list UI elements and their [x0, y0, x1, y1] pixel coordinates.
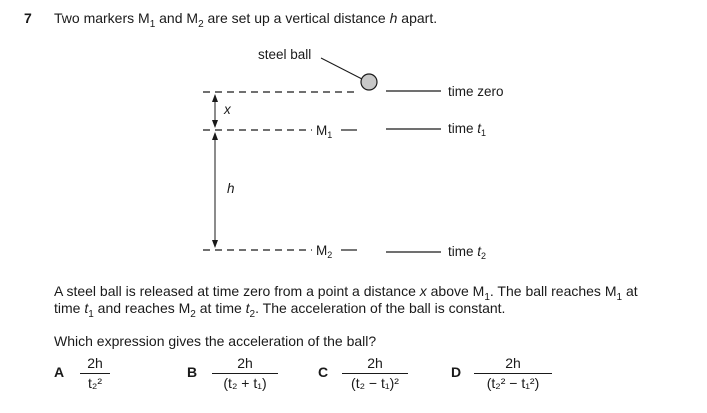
option-d-numerator: 2h	[505, 355, 521, 371]
option-c-denominator: (t₂ − t₁)²	[342, 373, 408, 391]
x-label: x	[224, 102, 231, 117]
option-c-numerator: 2h	[367, 355, 383, 371]
option-b-numerator: 2h	[237, 355, 253, 371]
option-a-denominator: t₂²	[80, 373, 110, 391]
option-a-letter[interactable]: A	[54, 364, 65, 380]
body-line-2: time $t_1$ and reaches $M_2$ at time $t_2$. The acceleration of the ball is constant.	[54, 300, 506, 320]
option-d-fraction[interactable]	[474, 355, 552, 391]
question-prompt: Which expression gives the acceleration of the ball?	[54, 333, 377, 349]
option-d-denominator: (t₂² − t₁²)	[474, 373, 552, 391]
option-d-letter[interactable]: D	[451, 364, 462, 380]
option-b-letter[interactable]: B	[187, 364, 198, 380]
option-c-fraction[interactable]	[342, 355, 408, 391]
h-label: h	[227, 181, 235, 196]
time-t2-label: time $t_2$	[448, 244, 487, 261]
question-number: 7	[24, 10, 32, 26]
m1-label: $M_1$	[316, 123, 333, 140]
question-stem: Two markers $M_1$ and $M_2$ are set up a vertical distance h apart.	[54, 10, 438, 30]
ball-pointer	[321, 58, 362, 79]
option-a-fraction[interactable]	[80, 355, 110, 391]
option-c-letter[interactable]: C	[318, 364, 329, 380]
option-b-denominator: (t₂ + t₁)	[212, 373, 278, 391]
option-a-numerator: 2h	[87, 355, 103, 371]
h-arrow-head-bottom	[212, 240, 218, 248]
time-zero-label: time zero	[448, 84, 504, 99]
m2-label: $M_2$	[316, 243, 333, 260]
steel-ball	[361, 74, 377, 90]
x-arrow-head-top	[212, 94, 218, 102]
option-b-fraction[interactable]	[212, 355, 278, 391]
ball-label: steel ball	[258, 47, 312, 62]
time-t1-label: time $t_1$	[448, 121, 487, 138]
h-arrow-head-top	[212, 132, 218, 140]
body-line-1: A steel ball is released at time zero from a point a distance x above $M_1$. The ball reaches $M_1$ at	[54, 283, 638, 303]
x-arrow-head-bottom	[212, 120, 218, 128]
